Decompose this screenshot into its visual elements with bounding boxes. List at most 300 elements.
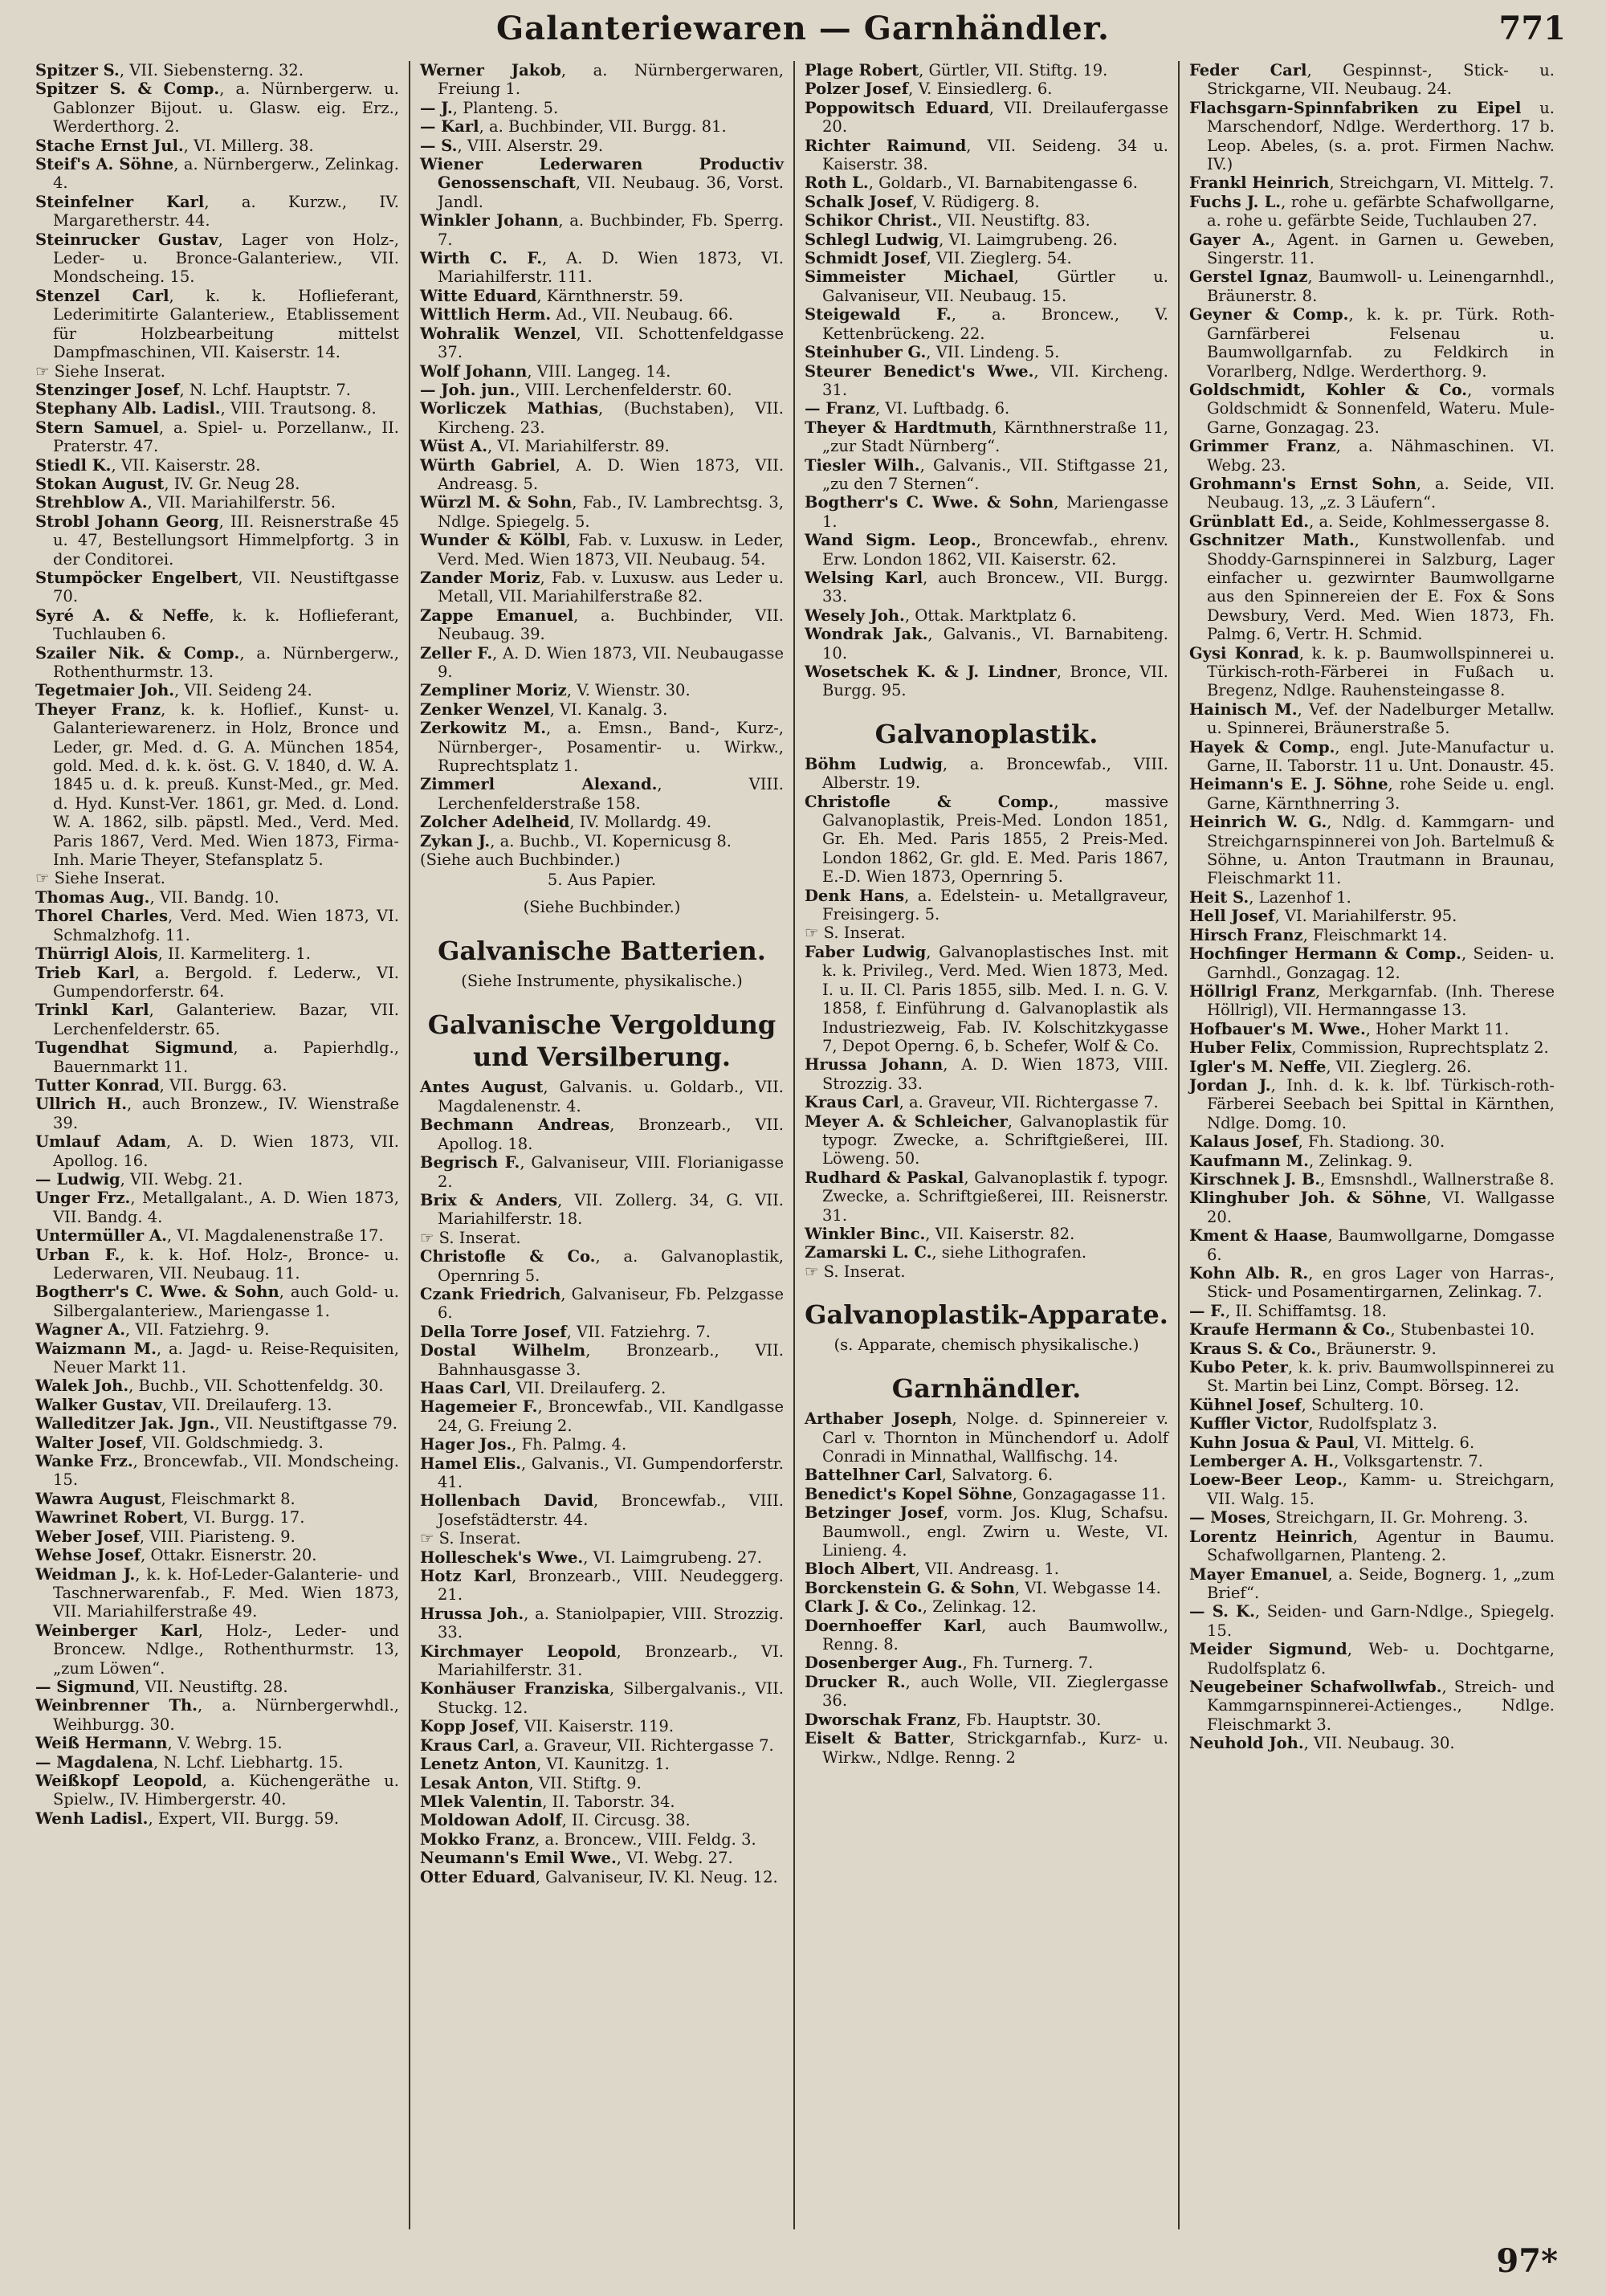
directory-entry <box>1189 775 1555 813</box>
directory-entry <box>35 964 399 1001</box>
entry-detail: , en gros Lager von Harras-, Stick- und Posamentirgarnen, Zelinkag. 7. <box>1207 1264 1555 1302</box>
entry-detail: , Fb. Hauptstr. 30. <box>956 1710 1102 1729</box>
entry-detail: , Broncewfab., VIII. Josefstädterstr. 44. <box>438 1491 784 1529</box>
entry-name: Schalk Josef <box>805 192 913 211</box>
entry-detail: (Siehe auch Buchbinder.) <box>420 850 621 870</box>
directory-entry <box>1189 1226 1555 1264</box>
entry-name: Brix & Anders <box>420 1190 558 1209</box>
entry-name: Bogtherr's C. Wwe. & Sohn <box>805 493 1054 512</box>
entry-name: Szailer Nik. & Comp. <box>35 643 240 663</box>
entry-name: Spitzer S. <box>35 61 120 80</box>
entry-detail: , VII. Dreilaufergasse 20. <box>822 98 1168 137</box>
entry-detail: , VI. Burgg. 17. <box>183 1508 305 1527</box>
entry-detail: , a. Küchengeräthe u. Spielw., IV. Himbergerstr. 40. <box>53 1771 399 1809</box>
directory-entry <box>1189 1602 1555 1640</box>
directory-entry <box>35 512 399 569</box>
entry-detail: , vorm. Jos. Klug, Schafsu. Baumwoll., engl. Zwirn u. Weste, VI. Linieng. 4. <box>822 1503 1168 1560</box>
entry-detail: , k. k. Hof-Leder-Galanterie- und Taschnerwarenfab., F. Med. Wien 1873, VII. Mariahilferstraße 49. <box>53 1564 399 1621</box>
directory-entry <box>35 606 399 644</box>
entry-detail: , k. k. Hof. Holz-, Bronce- u. Lederwaren, VII. Neubaug. 11. <box>53 1245 400 1283</box>
entry-name: Kment & Haase <box>1189 1226 1328 1246</box>
entry-name: — J. <box>420 98 453 117</box>
directory-entry <box>1189 267 1555 305</box>
directory-entry <box>1189 738 1555 776</box>
directory-entry <box>805 887 1168 924</box>
directory-entry <box>420 399 784 437</box>
entry-name: Lemberger A. H. <box>1189 1452 1335 1471</box>
directory-entry <box>35 1452 399 1490</box>
directory-entry <box>805 663 1168 700</box>
entry-detail: , a. Seide, Bognerg. 1, „zum Brief“. <box>1207 1564 1555 1602</box>
entry-detail: , Fab. v. Luxusw. in Leder, Verd. Med. Wien 1873, VII. Neubaug. 54. <box>438 531 784 569</box>
entry-detail: , II. Karmeliterg. 1. <box>157 944 311 964</box>
entry-name: Loew-Beer Leop. <box>1189 1470 1343 1490</box>
entry-detail: , Inh. d. k. k. lbf. Türkisch-roth-Färberei Seebach bei Spittal in Kärnthen, Ndlge. Domg. 10. <box>1207 1075 1555 1132</box>
directory-entry <box>35 569 399 606</box>
entry-detail: , VII. Neubaug. 30. <box>1303 1734 1455 1753</box>
entry-detail: , Goldarb., VI. Barnabitengasse 6. <box>868 173 1138 193</box>
entry-name: Wirth C. F. <box>420 249 543 268</box>
directory-entry <box>1189 512 1555 531</box>
entry-detail: , Rudolfsplatz 3. <box>1308 1414 1437 1433</box>
entry-detail: , a. Seide, Kohlmessergasse 8. <box>1309 512 1550 531</box>
entry-detail: , VI. Webgasse 14. <box>1014 1578 1161 1597</box>
directory-entry <box>35 1226 399 1245</box>
entry-detail: u. Marschendorf, Ndlge. Werderthorg. 17 b. Leop. Abeles, (s. a. prot. Firmen Nachw. IV.) <box>1207 98 1555 174</box>
directory-entry <box>1189 1452 1555 1470</box>
entry-name: Kubo Peter <box>1189 1358 1288 1377</box>
entry-detail: ☞ S. Inserat. <box>805 924 906 943</box>
entry-name: Roth L. <box>805 173 869 193</box>
entry-detail: , massive Galvanoplastik, Preis-Med. London 1851, Gr. Eh. Med. Paris 1855, 2 Preis-Med. London 1862, Gr. gld. E. Med. Paris 1867, E.-D. Wien 1873, Opernring 5. <box>822 792 1168 887</box>
entry-detail: , Broncewfab., ehrenv. Erw. London 1862, VII. Kaiserstr. 62. <box>822 531 1169 569</box>
entry-name: Stokan August <box>35 474 165 493</box>
entry-detail: , Galvanis. u. Goldarb., VII. Magdalenenstr. 4. <box>438 1078 785 1115</box>
entry-detail: , Gonzagagasse 11. <box>1012 1484 1166 1503</box>
directory-entry <box>805 173 1168 192</box>
directory-entry <box>420 644 784 682</box>
directory-entry <box>420 61 784 99</box>
entry-detail: , engl. Jute-Manufactur u. Garne, II. Taborstr. 11 u. Unt. Donaustr. 45. <box>1207 737 1555 776</box>
entry-name: Stenzinger Josef <box>35 380 180 399</box>
entry-name: Gysi Konrad <box>1189 643 1299 663</box>
directory-entry <box>420 1247 784 1285</box>
directory-entry <box>805 1485 1168 1503</box>
entry-detail: , vormals Goldschmidt & Sonnenfeld, Wateru. Mule-Garne, Gonzagag. 23. <box>1207 380 1555 437</box>
entry-name: Walter Josef <box>35 1433 142 1452</box>
entry-name: Kirchmayer Leopold <box>420 1641 617 1661</box>
entry-detail: , A. D. Wien 1873, VIII. Strozzig. 33. <box>822 1055 1169 1093</box>
directory-entry <box>805 418 1168 456</box>
entry-detail: , Kärnthnerstr. 59. <box>536 286 684 305</box>
entry-detail: , Stubenbastei 10. <box>1390 1320 1535 1340</box>
directory-entry <box>805 606 1168 625</box>
entry-detail: , Strickgarnfab., Kurz- u. Wirkw., Ndlge. Renng. 2 <box>822 1729 1168 1767</box>
entry-name: — Franz <box>805 399 875 418</box>
entry-detail: Ad., VII. Neubaug. 66. <box>551 305 734 324</box>
entry-detail: , Schulterg. 10. <box>1301 1395 1425 1414</box>
entry-detail: , Broncewfab., VII. Mondscheing. 15. <box>53 1452 399 1490</box>
directory-entry <box>1189 1640 1555 1678</box>
directory-entry <box>1189 61 1555 99</box>
entry-name: Kühnel Josef <box>1189 1395 1302 1414</box>
entry-name: Böhm Ludwig <box>805 754 943 773</box>
entry-detail: , VI. Laimgrubeng. 26. <box>939 230 1118 249</box>
entry-detail: , VI. Webg. 27. <box>616 1849 733 1868</box>
entry-name: Wolf Johann <box>420 361 528 381</box>
entry-detail: , Baumwoll- u. Leinengarnhdl., Bräunerstr. 8. <box>1207 267 1555 305</box>
directory-entry <box>805 1711 1168 1729</box>
entry-name: Jordan J. <box>1189 1075 1271 1095</box>
directory-entry <box>420 1830 784 1849</box>
directory-entry <box>420 1435 784 1454</box>
entry-detail: , Volksgartenstr. 7. <box>1334 1452 1483 1471</box>
directory-entry <box>1189 1020 1555 1038</box>
entry-detail: , V. Wienstr. 30. <box>566 681 691 700</box>
entry-name: Wagner A. <box>35 1320 126 1340</box>
entry-name: Höllrigl Franz <box>1189 981 1316 1001</box>
entry-detail: , a. Broncew., V. Kettenbrückeng. 22. <box>822 305 1168 343</box>
directory-entry <box>420 1679 784 1717</box>
directory-entry <box>805 1466 1168 1484</box>
entry-name: Neumann's Emil Wwe. <box>420 1849 617 1868</box>
entry-name: Weinberger Karl <box>35 1621 198 1640</box>
directory-entry <box>420 1605 784 1642</box>
entry-name: Waizmann M. <box>35 1339 157 1358</box>
entry-detail: , rohe u. gefärbte Schafwollgarne, a. rohe u. gefärbte Seide, Tuchlauben 27. <box>1207 192 1555 230</box>
entry-detail: , VII. Stiftg. 9. <box>528 1773 642 1792</box>
entry-detail: , Galvanis., VI. Barnabiteng. 10. <box>822 625 1169 663</box>
entry-name: Grohmann's Ernst Sohn <box>1189 474 1416 493</box>
entry-detail: , Bronzearb., VIII. Neudeggerg. 21. <box>438 1567 784 1605</box>
directory-entry <box>420 1736 784 1755</box>
entry-detail: , Buchb., VII. Schottenfeldg. 30. <box>128 1376 384 1396</box>
entry-detail: , II. Schiffamtsg. 18. <box>1225 1301 1387 1320</box>
entry-name: Grimmer Franz <box>1189 437 1336 456</box>
section-title: Galvanoplastik. <box>874 718 1099 749</box>
entry-name: Holleschek's Wwe. <box>420 1548 584 1567</box>
entry-detail: , a. Papierhdlg., Bauernmarkt 11. <box>53 1038 400 1076</box>
entry-detail: , siehe Lithografen. <box>931 1243 1087 1262</box>
entry-name: Steif's A. Söhne <box>35 155 174 174</box>
entry-name: Konhäuser Franziska <box>420 1679 610 1699</box>
directory-entry <box>420 813 784 831</box>
entry-name: Dworschak Franz <box>805 1710 956 1729</box>
entry-detail: , VII. Seideng 24. <box>174 681 312 700</box>
entry-detail: , k. k. Hoflieferant, Lederimitirte Galanteriew., Etablissement für Holzbearbeitung mittelst Dampfmaschinen, VII. Kaiserstr. 14. <box>53 286 400 362</box>
entry-detail: ☞ Siehe Inserat. <box>35 361 165 381</box>
directory-entry <box>420 1078 784 1115</box>
entry-detail: , VII. Fatziehrg. 9. <box>125 1320 270 1340</box>
entry-name: Würth Gabriel <box>420 455 556 475</box>
directory-entry <box>420 362 784 381</box>
directory-entry <box>420 1285 784 1323</box>
entry-name: Doernhoeffer Karl <box>805 1616 982 1635</box>
directory-entry <box>35 1809 399 1828</box>
entry-detail: , Kamm- u. Streichgarn, VII. Walg. 15. <box>1207 1470 1555 1508</box>
entry-detail: , a. Nürnbergerwhdl., Weihburgg. 30. <box>53 1696 399 1734</box>
entry-name: Hayek & Comp. <box>1189 737 1335 756</box>
entry-name: Zenker Wenzel <box>420 699 550 719</box>
entry-name: Wüst A. <box>420 437 487 456</box>
entry-detail: , Zelinkag. 9. <box>1308 1151 1413 1170</box>
entry-name: Wand Sigm. Leop. <box>805 531 976 550</box>
entry-name: Weinbrenner Th. <box>35 1696 198 1715</box>
entry-detail: , a. Nürnbergerw. u. Gablonzer Bijout. u. Glasw. eig. Erz., Werderthorg. 2. <box>53 80 399 137</box>
directory-entry <box>1189 99 1555 174</box>
entry-detail: ☞ S. Inserat. <box>420 1228 521 1247</box>
directory-entry <box>805 924 1168 942</box>
section-reference: (Siehe Instrumente, physikalische.) <box>461 972 743 991</box>
entry-name: Hrussa Johann <box>805 1055 944 1075</box>
entry-name: Christofle & Co. <box>420 1247 596 1266</box>
entry-detail: , Zelinkag. 12. <box>922 1597 1037 1617</box>
entry-detail: , VIII. Piaristeng. 9. <box>139 1527 296 1546</box>
entry-name: Drucker R. <box>805 1672 906 1691</box>
entry-name: Urban F. <box>35 1245 120 1264</box>
entry-detail: ☞ Siehe Inserat. <box>35 869 165 888</box>
directory-entry <box>805 1729 1168 1767</box>
directory-entry <box>805 1262 1168 1281</box>
entry-name: Wiener Lederwaren Productiv Genossenschaft <box>420 155 784 193</box>
directory-entry <box>1189 1038 1555 1057</box>
directory-entry <box>1189 1396 1555 1414</box>
entry-name: Meyer A. & Schleicher <box>805 1111 1008 1131</box>
entry-name: Witte Eduard <box>420 286 537 305</box>
entry-name: Hrussa Joh. <box>420 1604 524 1623</box>
directory-entry <box>35 1340 399 1377</box>
directory-entry <box>805 343 1168 361</box>
entry-detail: , Salvatorg. 6. <box>941 1466 1054 1485</box>
directory-entry <box>1189 888 1555 907</box>
entry-detail: , VI. Mariahilferstr. 89. <box>487 437 670 456</box>
directory-entry <box>420 1191 784 1229</box>
entry-name: Borckenstein G. & Sohn <box>805 1578 1015 1597</box>
entry-detail: , a. Jagd- u. Reise-Requisiten, Neuer Markt 11. <box>53 1339 400 1377</box>
entry-name: Werner Jakob <box>420 61 561 80</box>
entry-detail: , VI. Magdalenenstraße 17. <box>166 1226 384 1246</box>
entry-detail: , Streichgarn, VI. Mittelg. 7. <box>1329 173 1555 193</box>
directory-entry <box>1189 944 1555 982</box>
page-header <box>26 8 1580 50</box>
directory-entry <box>420 249 784 287</box>
entry-name: Stephany Alb. Ladisl. <box>35 399 221 418</box>
directory-entry <box>35 1170 399 1189</box>
directory-entry <box>805 755 1168 793</box>
entry-detail: , N. Lchf. Liebhartg. 15. <box>153 1752 344 1772</box>
entry-detail: , Planteng. 5. <box>452 98 559 117</box>
entry-name: Heinrich W. G. <box>1189 813 1327 832</box>
entry-name: Wenh Ladisl. <box>35 1809 149 1828</box>
entry-name: Czank Friedrich <box>420 1284 561 1303</box>
entry-name: Ullrich H. <box>35 1095 128 1114</box>
entry-name: Hamel Elis. <box>420 1454 522 1473</box>
entry-name: Polzer Josef <box>805 80 909 99</box>
directory-entry <box>35 399 399 418</box>
directory-entry <box>805 1654 1168 1672</box>
entry-name: Kraufe Hermann & Co. <box>1189 1320 1391 1340</box>
entry-detail: , VII. Andreasg. 1. <box>915 1560 1059 1579</box>
entry-detail: , rohe Seide u. engl. Garne, Kärnthnerring 3. <box>1207 775 1555 813</box>
entry-name: Kaufmann M. <box>1189 1151 1309 1170</box>
entry-name: Hochfinger Hermann & Comp. <box>1189 944 1461 964</box>
directory-entry <box>35 1508 399 1527</box>
entry-name: Benedict's Kopel Söhne <box>805 1484 1013 1503</box>
section-title: Galvanische Vergoldung und Versilberung. <box>427 1009 777 1073</box>
directory-entry <box>420 1323 784 1341</box>
directory-entry <box>35 1396 399 1414</box>
directory-entry <box>420 117 784 136</box>
entry-detail: , III. Reisnerstraße 45 u. 47, Bestellungsort Himmelpfortg. 3 in der Conditorei. <box>53 512 399 569</box>
entry-detail: , Galvanoplastik für typogr. Zwecke, a. Schriftgießerei, III. Löweng. 50. <box>822 1111 1168 1168</box>
entry-name: Hainisch M. <box>1189 699 1298 719</box>
entry-detail: , Galvaniseur, VIII. Florianigasse 2. <box>438 1153 784 1191</box>
entry-detail: , a. Seide, VII. Neubaug. 13, „z. 3 Läufern“. <box>1207 474 1555 512</box>
entry-detail: , a. Nürnbergerw., Zelinkag. 4. <box>53 155 399 193</box>
entry-name: Hotz Karl <box>420 1567 512 1586</box>
directory-entry <box>1189 230 1555 268</box>
directory-entry <box>35 137 399 155</box>
directory-entry <box>35 1283 399 1320</box>
entry-detail: , auch Gold- u. Silbergalanteriew., Mariengasse 1. <box>53 1283 400 1320</box>
entry-detail: , Baumwollgarne, Domgasse 6. <box>1207 1226 1555 1264</box>
directory-entry <box>35 1678 399 1696</box>
entry-name: Denk Hans <box>805 886 905 905</box>
directory-entry <box>805 1225 1168 1243</box>
entry-name: Winkler Binc. <box>805 1224 926 1243</box>
directory-entry <box>805 137 1168 174</box>
directory-entry <box>35 681 399 699</box>
entry-name: Richter Raimund <box>805 136 967 155</box>
directory-entry <box>1189 1152 1555 1170</box>
entry-detail: ☞ S. Inserat. <box>805 1262 906 1281</box>
entry-name: Würzl M. & Sohn <box>420 493 573 512</box>
directory-entry <box>420 1849 784 1867</box>
entry-detail: , Galvanoplastisches Inst. mit k. k. Privileg., Verd. Med. Wien 1873, Med. I. u. II. Cl. Paris 1855, silb. Med. I. n. G. V. 1858, f. Einführung d. Galvanoplastik als Industriezweig, Fab. IV. Kolschitzkygasse 7, Depot Operng. 6, b. Schefer, Wolf & Co. <box>822 942 1168 1055</box>
entry-name: Weidman J. <box>35 1564 136 1584</box>
directory-entry <box>420 324 784 362</box>
entry-name: Battelhner Carl <box>805 1466 942 1485</box>
entry-name: Kraus S. & Co. <box>1189 1339 1317 1358</box>
entry-name: Walleditzer Jak. Jgn. <box>35 1414 215 1433</box>
entry-detail: , Agent. in Garnen u. Geweben, Singerstr. 11. <box>1207 230 1555 268</box>
entry-detail: , VIII. Langeg. 14. <box>527 361 671 381</box>
entry-name: Clark J. & Co. <box>805 1597 923 1617</box>
entry-name: — F. <box>1189 1301 1225 1320</box>
entry-name: Moldowan Adolf <box>420 1811 562 1830</box>
column-4 <box>1180 61 1564 2229</box>
entry-detail: , Fab. v. Luxusw. aus Leder u. Metall, VII. Mariahilferstraße 82. <box>438 568 785 606</box>
directory-entry <box>420 1567 784 1605</box>
entry-detail: , a. Nürnbergerw., Rothenthurmstr. 13. <box>53 643 400 681</box>
entry-name: Feder Carl <box>1189 61 1307 80</box>
directory-entry <box>420 850 784 869</box>
entry-detail: , a. Broncewfab., VIII. Alberstr. 19. <box>822 754 1168 793</box>
column-2 <box>410 61 795 2229</box>
entry-detail: , VII. Kaiserstr. 28. <box>111 455 261 475</box>
entry-name: Tutter Konrad <box>35 1075 160 1095</box>
directory-entry <box>805 569 1168 606</box>
entry-name: Christofle & Comp. <box>805 792 1054 811</box>
directory-entry <box>805 1579 1168 1597</box>
entry-detail: , II. Taborstr. 34. <box>542 1792 675 1811</box>
directory-entry <box>805 267 1168 305</box>
directory-entry <box>420 832 784 850</box>
directory-entry <box>35 1734 399 1752</box>
entry-name: — Sigmund <box>35 1677 136 1696</box>
entry-detail: , VII. Bandg. 10. <box>149 887 279 907</box>
directory-entry <box>420 1755 784 1773</box>
entry-detail: , Seiden- und Garn-Ndlge., Spiegelg. 15. <box>1207 1602 1555 1640</box>
directory-entry <box>420 1153 784 1191</box>
directory-entry <box>35 1565 399 1621</box>
entry-detail: , VII. Neustiftgasse 79. <box>214 1414 397 1433</box>
entry-name: Gschnitzer Math. <box>1189 531 1355 550</box>
directory-entry <box>420 719 784 775</box>
entry-detail: , VI. Laimgrubeng. 27. <box>583 1548 762 1567</box>
entry-name: Steinhuber G. <box>805 343 927 362</box>
entry-detail: , A. D. Wien 1873, VI. Mariahilferstr. 111. <box>438 249 785 287</box>
directory-entry <box>805 793 1168 887</box>
entry-name: Kohn Alb. R. <box>1189 1264 1309 1283</box>
entry-detail: , a. Bergold. f. Lederw., VI. Gumpendorferstr. 64. <box>53 963 399 1001</box>
entry-detail: , VII. Kaiserstr. 82. <box>925 1224 1075 1243</box>
entry-name: Dostal Wilhelm <box>420 1341 586 1360</box>
entry-detail: , Fleischmarkt 8. <box>161 1489 296 1508</box>
directory-entry <box>420 1642 784 1680</box>
entry-name: Kopp Josef <box>420 1717 515 1736</box>
entry-detail: , VIII. Lerchenfelderstraße 158. <box>438 775 784 813</box>
entry-detail: , VI. Kanalg. 3. <box>549 699 668 719</box>
entry-name: Stache Ernst Jul. <box>35 136 184 155</box>
directory-entry <box>35 869 399 887</box>
entry-detail: , VI. Mariahilferstr. 95. <box>1274 907 1457 926</box>
entry-name: Wosetschek K. & J. Lindner <box>805 663 1057 681</box>
directory-entry <box>35 1546 399 1564</box>
entry-name: Betzinger Josef <box>805 1503 944 1523</box>
directory-entry <box>35 1414 399 1433</box>
entry-name: Steurer Benedict's Wwe. <box>805 361 1034 381</box>
directory-entry <box>805 399 1168 418</box>
entry-name: Trinkl Karl <box>35 1001 149 1020</box>
entry-name: Begrisch F. <box>420 1153 520 1172</box>
section-title: Galvanische Batterien. <box>438 936 766 967</box>
directory-entry <box>1189 1189 1555 1226</box>
directory-entry <box>35 61 399 80</box>
directory-entry <box>35 381 399 399</box>
directory-entry <box>35 1076 399 1095</box>
entry-detail: , Kärnthnerstraße 11, „zur Stadt Nürnberg“. <box>822 418 1168 456</box>
entry-detail: , VIII. Trautsong. 8. <box>220 399 377 418</box>
directory-entry <box>420 1811 784 1829</box>
entry-detail: , Fleischmarkt 14. <box>1302 925 1448 944</box>
entry-name: Bechmann Andreas <box>420 1115 610 1135</box>
entry-detail: , Hoher Markt 11. <box>1365 1019 1510 1038</box>
entry-name: Steinfelner Karl <box>35 192 205 211</box>
directory-entry <box>1189 644 1555 700</box>
subsection-heading: 5. Aus Papier. <box>547 871 657 890</box>
entry-detail: ☞ S. Inserat. <box>420 1529 521 1548</box>
entry-detail: , Galvanis., VII. Stiftgasse 21, „zu den 7 Sternen“. <box>822 455 1168 493</box>
directory-entry <box>420 531 784 569</box>
entry-name: Kraus Carl <box>805 1093 899 1112</box>
directory-entry <box>35 1753 399 1772</box>
entry-name: Wittlich Herm. <box>420 305 552 324</box>
entry-name: Antes August <box>420 1078 544 1097</box>
directory-entry <box>805 1168 1168 1225</box>
entry-name: Geyner & Comp. <box>1189 305 1349 324</box>
directory-entry <box>420 1548 784 1567</box>
